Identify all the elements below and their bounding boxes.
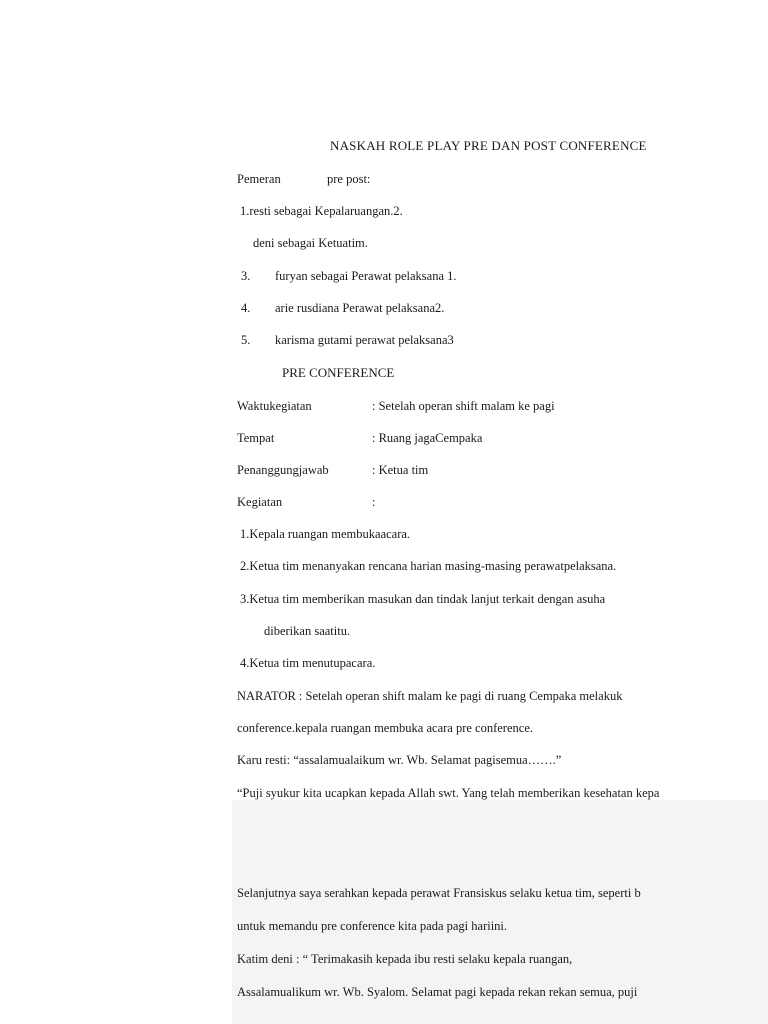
dialogue-line: Selanjutnya saya serahkan kepada perawat Fransiskus selaku ketua tim, seperti b <box>237 886 641 900</box>
info-label: Tempat <box>237 431 275 445</box>
cast-item-number: 5. <box>241 333 251 347</box>
cast-item-text: furyan sebagai Perawat pelaksana 1. <box>275 269 457 283</box>
cast-item-number: 3. <box>241 269 251 283</box>
dialogue-line: untuk memandu pre conference kita pada pagi hariini. <box>237 919 508 933</box>
info-value: : Ruang jagaCempaka <box>372 431 483 445</box>
dialogue-line: “Puji syukur kita ucapkan kepada Allah swt. Yang telah memberikan kesehatan kepa <box>237 786 660 800</box>
activity-item: 4.Ketua tim menutupacara. <box>240 656 376 670</box>
activity-item: 1.Kepala ruangan membukaacara. <box>240 527 411 541</box>
info-label: Penanggungjawab <box>237 463 329 477</box>
activity-item: 2.Ketua tim menanyakan rencana harian masing-masing perawatpelaksana. <box>240 559 617 573</box>
cast-item-number: 4. <box>241 301 251 315</box>
info-label: Kegiatan <box>237 495 283 509</box>
pemeran-label: Pemeran <box>237 172 281 186</box>
info-value: : <box>372 495 376 509</box>
info-value: : Setelah operan shift malam ke pagi <box>372 399 555 413</box>
narrator-line: NARATOR : Setelah operan shift malam ke pagi di ruang Cempaka melakuk <box>237 689 623 703</box>
pemeran-value: pre post: <box>327 172 371 186</box>
cast-item-text: arie rusdiana Perawat pelaksana2. <box>275 301 445 315</box>
cast-line-1: 1.resti sebagai Kepalaruangan.2. <box>240 204 403 218</box>
activity-item-continuation: diberikan saatitu. <box>264 624 351 638</box>
section-heading: PRE CONFERENCE <box>282 365 395 380</box>
info-label: Waktukegiatan <box>237 399 312 413</box>
activity-item: 3.Ketua tim memberikan masukan dan tindak lanjut terkait dengan asuha <box>240 592 606 606</box>
narrator-line-cont: conference.kepala ruangan membuka acara pre conference. <box>237 721 533 735</box>
cast-item-text: karisma gutami perawat pelaksana3 <box>275 333 454 347</box>
dialogue-line: Assalamualikum wr. Wb. Syalom. Selamat pagi kepada rekan rekan semua, puji <box>237 985 638 999</box>
dialogue-line: Katim deni : “ Terimakasih kepada ibu resti selaku kepala ruangan, <box>237 952 573 966</box>
info-value: : Ketua tim <box>372 463 429 477</box>
cast-line-2: deni sebagai Ketuatim. <box>253 236 368 250</box>
dialogue-line: Karu resti: “assalamualaikum wr. Wb. Selamat pagisemua…….” <box>237 753 562 767</box>
document-title: NASKAH ROLE PLAY PRE DAN POST CONFERENCE <box>330 138 647 153</box>
